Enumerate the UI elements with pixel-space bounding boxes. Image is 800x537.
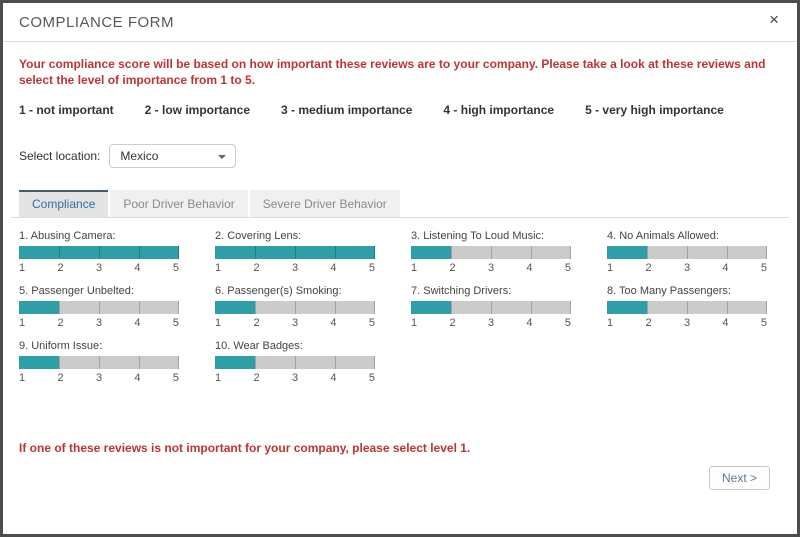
tab-divider xyxy=(11,217,789,218)
slider-cell xyxy=(607,285,767,329)
slider-scale-number: 1 xyxy=(19,317,26,330)
slider-label: 9. Uniform Issue: xyxy=(19,340,103,353)
slider-tick xyxy=(59,246,60,259)
slider-scale-number: 3 xyxy=(291,262,299,275)
instruction-text: Your compliance score will be based on how important these reviews are to your company. Please take a look at these reviews and select the level of importance from 1 to 5. xyxy=(19,57,766,87)
importance-slider[interactable] xyxy=(411,246,571,259)
slider-scale-number: 4 xyxy=(722,262,729,275)
slider-tick xyxy=(491,301,492,314)
slider-tick xyxy=(59,301,60,314)
slider-cell xyxy=(215,285,375,329)
slider-scale-number: 4 xyxy=(722,317,729,330)
slider-tick xyxy=(99,301,100,314)
instruction-bottom-text: If one of these reviews is not important for your company, please select level 1. xyxy=(19,441,471,455)
slider-scale xyxy=(411,317,571,329)
slider-scale-number: 3 xyxy=(95,317,103,330)
slider-scale-number: 4 xyxy=(330,262,337,275)
slider-label: 3. Listening To Loud Music: xyxy=(411,230,545,243)
slider-label: 6. Passenger(s) Smoking: xyxy=(215,285,342,298)
location-row xyxy=(19,144,781,168)
slider-label: 5. Passenger Unbelted: xyxy=(19,285,134,298)
slider-tick xyxy=(531,246,532,259)
importance-slider[interactable] xyxy=(215,301,375,314)
slider-scale-number: 2 xyxy=(449,317,456,330)
slider-cell xyxy=(411,230,571,274)
close-icon[interactable]: × xyxy=(769,10,779,29)
slider-scale-number: 3 xyxy=(683,262,691,275)
slider-scale xyxy=(607,262,767,274)
slider-tick xyxy=(255,356,256,369)
dialog-body xyxy=(3,57,797,384)
slider-tick xyxy=(766,246,767,259)
slider-tick xyxy=(178,356,179,369)
slider-cell xyxy=(411,285,571,329)
slider-tick xyxy=(647,301,648,314)
slider-scale-number: 1 xyxy=(607,262,614,275)
slider-scale-number: 3 xyxy=(487,317,495,330)
slider-scale-number: 2 xyxy=(57,317,64,330)
slider-tick xyxy=(255,246,256,259)
slider-tick xyxy=(139,246,140,259)
slider-scale-number: 2 xyxy=(645,317,652,330)
slider-scale xyxy=(215,317,375,329)
slider-cell xyxy=(19,230,179,274)
slider-cell xyxy=(215,340,375,384)
slider-tick xyxy=(451,246,452,259)
slider-scale-number: 5 xyxy=(564,317,571,330)
importance-slider[interactable] xyxy=(607,246,767,259)
importance-slider[interactable] xyxy=(19,246,179,259)
slider-tick xyxy=(374,246,375,259)
slider-tick xyxy=(295,246,296,259)
slider-scale-number: 5 xyxy=(760,262,767,275)
legend-item: 3 - medium importance xyxy=(281,103,413,118)
slider-scale-number: 4 xyxy=(526,262,533,275)
slider-tick xyxy=(335,301,336,314)
slider-fill xyxy=(411,246,451,259)
slider-fill xyxy=(607,301,647,314)
slider-scale-number: 2 xyxy=(449,262,456,275)
slider-tick xyxy=(178,301,179,314)
slider-tick xyxy=(687,301,688,314)
slider-scale xyxy=(411,262,571,274)
slider-scale-number: 3 xyxy=(487,262,495,275)
slider-scale-number: 2 xyxy=(645,262,652,275)
location-selected-value: Mexico xyxy=(120,149,159,164)
slider-scale-number: 2 xyxy=(57,372,64,385)
slider-tick xyxy=(99,356,100,369)
sliders-grid xyxy=(19,230,781,384)
slider-tick xyxy=(647,246,648,259)
slider-tick xyxy=(570,246,571,259)
slider-tick xyxy=(295,301,296,314)
slider-tick xyxy=(139,301,140,314)
slider-tick xyxy=(335,246,336,259)
slider-scale xyxy=(19,262,179,274)
slider-scale-number: 5 xyxy=(368,262,375,275)
importance-slider[interactable] xyxy=(411,301,571,314)
importance-slider[interactable] xyxy=(607,301,767,314)
slider-scale-number: 3 xyxy=(683,317,691,330)
legend-item: 1 - not important xyxy=(19,103,114,118)
slider-label: 7. Switching Drivers: xyxy=(411,285,512,298)
location-label: Select location: xyxy=(19,149,101,164)
slider-fill xyxy=(607,246,647,259)
slider-fill xyxy=(411,301,451,314)
slider-tick xyxy=(99,246,100,259)
slider-tick xyxy=(139,356,140,369)
importance-slider[interactable] xyxy=(19,356,179,369)
slider-label: 1. Abusing Camera: xyxy=(19,230,116,243)
slider-scale-number: 1 xyxy=(607,317,614,330)
slider-scale-number: 5 xyxy=(172,262,179,275)
slider-scale xyxy=(215,262,375,274)
slider-tick xyxy=(766,301,767,314)
slider-tick xyxy=(570,301,571,314)
importance-slider[interactable] xyxy=(19,301,179,314)
slider-cell xyxy=(607,230,767,274)
slider-label: 2. Covering Lens: xyxy=(215,230,302,243)
importance-slider[interactable] xyxy=(215,356,375,369)
next-button[interactable]: Next > xyxy=(709,466,770,490)
slider-fill xyxy=(215,301,255,314)
slider-scale-number: 2 xyxy=(253,262,260,275)
slider-scale-number: 4 xyxy=(134,262,141,275)
slider-tick xyxy=(59,356,60,369)
slider-label: 4. No Animals Allowed: xyxy=(607,230,719,243)
legend-item: 5 - very high importance xyxy=(585,103,724,118)
slider-tick xyxy=(687,246,688,259)
chevron-down-icon xyxy=(218,155,226,159)
slider-tick xyxy=(335,356,336,369)
legend-item: 2 - low importance xyxy=(144,103,251,118)
slider-scale-number: 3 xyxy=(95,372,103,385)
slider-tick xyxy=(491,246,492,259)
slider-scale-number: 4 xyxy=(526,317,533,330)
slider-scale-number: 1 xyxy=(19,262,26,275)
tab-poor-driver-behavior[interactable]: Poor Driver Behavior xyxy=(110,190,247,217)
importance-legend xyxy=(19,103,781,117)
tab-severe-driver-behavior[interactable]: Severe Driver Behavior xyxy=(250,190,400,217)
dialog-title: COMPLIANCE FORM xyxy=(19,14,175,31)
tab-bar xyxy=(19,190,781,217)
slider-cell xyxy=(19,285,179,329)
dialog-header xyxy=(3,3,797,42)
tab-compliance[interactable]: Compliance xyxy=(19,190,108,217)
slider-label: 8. Too Many Passengers: xyxy=(607,285,731,298)
slider-tick xyxy=(295,356,296,369)
slider-tick xyxy=(374,356,375,369)
slider-tick xyxy=(374,301,375,314)
slider-scale-number: 1 xyxy=(411,317,418,330)
slider-scale-number: 3 xyxy=(291,372,299,385)
slider-fill xyxy=(215,356,255,369)
slider-scale-number: 1 xyxy=(411,262,418,275)
slider-scale xyxy=(19,372,179,384)
slider-scale-number: 2 xyxy=(253,372,260,385)
slider-tick xyxy=(727,246,728,259)
slider-scale-number: 1 xyxy=(19,372,26,385)
slider-fill xyxy=(19,356,59,369)
slider-scale-number: 5 xyxy=(172,372,179,385)
slider-scale-number: 4 xyxy=(134,317,141,330)
slider-scale-number: 1 xyxy=(215,317,222,330)
slider-tick xyxy=(178,246,179,259)
slider-scale-number: 1 xyxy=(215,262,222,275)
slider-scale-number: 1 xyxy=(215,372,222,385)
slider-scale xyxy=(215,372,375,384)
location-select[interactable] xyxy=(109,144,236,168)
slider-scale xyxy=(607,317,767,329)
slider-scale xyxy=(19,317,179,329)
slider-tick xyxy=(531,301,532,314)
slider-scale-number: 2 xyxy=(57,262,64,275)
slider-tick xyxy=(255,301,256,314)
slider-scale-number: 5 xyxy=(368,317,375,330)
importance-slider[interactable] xyxy=(215,246,375,259)
slider-cell xyxy=(19,340,179,384)
slider-scale-number: 5 xyxy=(172,317,179,330)
slider-label: 10. Wear Badges: xyxy=(215,340,303,353)
slider-fill xyxy=(19,301,59,314)
slider-scale-number: 5 xyxy=(760,317,767,330)
slider-scale-number: 3 xyxy=(291,317,299,330)
slider-scale-number: 3 xyxy=(95,262,103,275)
slider-tick xyxy=(451,301,452,314)
legend-item: 4 - high importance xyxy=(443,103,555,118)
slider-scale-number: 4 xyxy=(330,372,337,385)
slider-scale-number: 5 xyxy=(368,372,375,385)
slider-scale-number: 4 xyxy=(134,372,141,385)
slider-tick xyxy=(727,301,728,314)
slider-cell xyxy=(215,230,375,274)
slider-scale-number: 5 xyxy=(564,262,571,275)
slider-scale-number: 4 xyxy=(330,317,337,330)
slider-scale-number: 2 xyxy=(253,317,260,330)
